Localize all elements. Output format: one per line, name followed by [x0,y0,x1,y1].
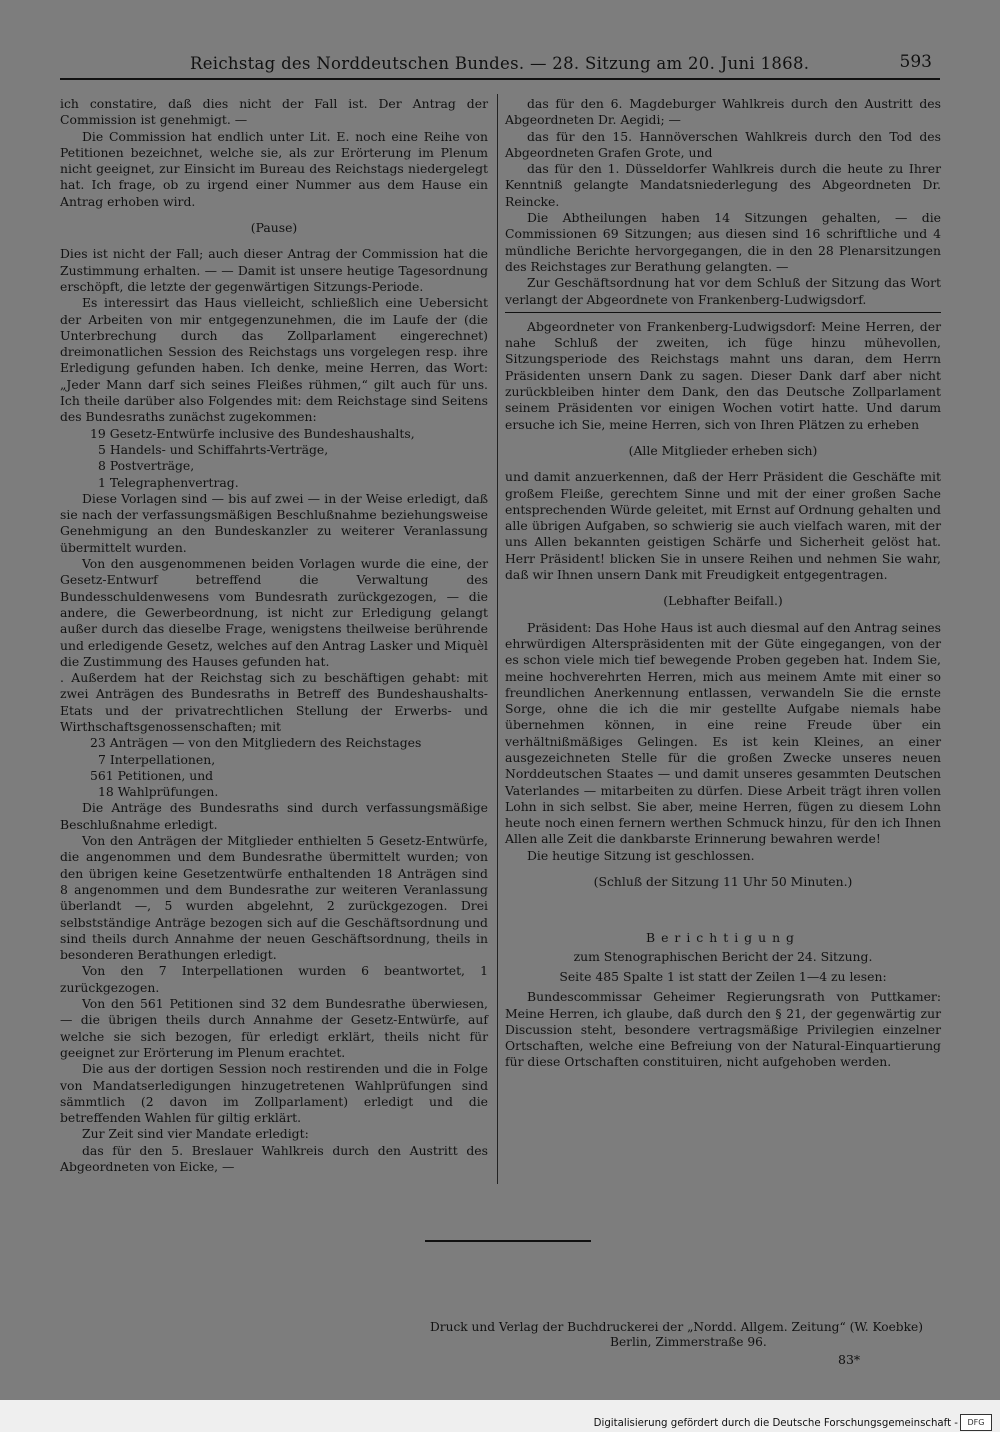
column-divider [497,94,498,1184]
stage-direction: (Lebhafter Beifall.) [663,593,783,609]
correction-instruction: Seite 485 Spalte 1 ist statt der Zeilen 1—4 zu lesen: [559,968,887,984]
funding-credit: Digitalisierung gefördert durch die Deutsche Forschungsgemeinschaft - [593,1418,958,1429]
end-rule [425,1240,591,1242]
paragraph: Zur Zeit sind vier Mandate erledigt: [82,1126,309,1142]
paragraph: . Außerdem hat der Reichstag sich zu beschäftigen gehabt: mit zwei Anträgen des Bundesraths in Betreff des Bundeshaushalts-Etats und der privatrechtlichen Stellung der Erwerbs- und Wirthschaftsgenossenschaften; mit [60,670,488,734]
paragraph: das für den 6. Magdeburger Wahlkreis durch den Austritt des Abgeordneten Dr. Aegidi; — [505,96,941,128]
stage-direction: (Pause) [250,220,298,236]
running-title: Reichstag des Norddeutschen Bundes. — 28. Sitzung am 20. Juni 1868. [190,54,810,73]
list-item: 19 Gesetz-Entwürfe inclusive des Bundeshaushalts, [90,425,415,441]
paragraph: Von den ausgenommenen beiden Vorlagen wurde die eine, der Gesetz-Entwurf betreffend die Verwaltung des Bundesschuldenwesens vom Bundesrath zurückgezogen, — die andere, die Gewerbeordnung, ist nicht zur Erledigung gelangt außer durch das dieselbe Frage, wenigstens theilweise berührende und erledigende Gesetz, welches auf den Antrag Lasker und Miquèl die Zustimmung des Hauses gefunden hat. [60,556,489,669]
list-item: 561 Petitionen, und [90,767,214,783]
paragraph: Es interessirt das Haus vielleicht, schließlich eine Uebersicht der Arbeiten von mir entgegenzunehmen, die im Laufe der (die Unterbrechung durch das Zollparlament eingerechnet) dreimonatlichen Session des Reichstags uns vorgelegen resp. ihre Erledigung gefunden haben. Ich denke, meine Herren, das Wort: „Jeder Mann darf sich seines Fleißes rühmen,“ gilt auch für uns. Ich theile darüber also Folgendes mit: dem Reichstage sind Seitens des Bundesraths zunächst zugekommen: [60,295,488,425]
imprint [430,1320,950,1350]
paragraph: Von den Anträgen der Mitglieder enthielten 5 Gesetz-Entwürfe, die angenommen und dem Bundesrathe übermittelt wurden; von den übrigen keine Gesetzentwürfe enthaltenden 18 Anträgen sind 8 angenommen und dem Bundesrathe zur weiteren Veranlassung überlandt —, 5 wurden abgelehnt, 2 zurückgezogen. Drei selbstständige Anträge bezogen sich auf die Geschäftsordnung und sind theils durch Annahme der neuen Geschäftsordnung, theils in besonderen Berathungen erledigt. [60,833,488,963]
speech-frankenberg: Abgeordneter von Frankenberg-Ludwigsdorf: Meine Herren, der nahe Schluß der zweiten, ich füge hinzu mühevollen, Sitzungsperiode des Reichstags mahnt uns daran, dem Herrn Präsidenten unsern Dank zu sagen. Dieser Dank darf aber nicht zurückbleiben hinter dem Dank, den das Deutsche Zollparlament seinem Präsidenten vor einigen Wochen votirt hatte. Und darum ersuche ich Sie, meine Herren, sich von Ihren Plätzen zu erheben [505,312,941,433]
paragraph: Die Commission hat endlich unter Lit. E. noch eine Reihe von Petitionen bezeichnet, welche sie, als zur Erörterung im Plenum nicht geeignet, zur Einsicht im Bureau des Reichstags niedergelegt hat. Ich frage, ob zu irgend einer Nummer aus dem Hause ein Antrag erhoben wird. [60,128,488,209]
list-item: 18 Wahlprüfungen. [98,784,219,800]
paragraph: Die Anträge des Bundesraths sind durch verfassungsmäßige Beschlußnahme erledigt. [60,800,488,832]
page-number: 593 [899,52,932,72]
left-column [60,96,488,1175]
correction-subheading: zum Stenographischen Bericht der 24. Sitzung. [573,948,873,964]
paragraph: und damit anzuerkennen, daß der Herr Präsident die Geschäfte mit großem Fleiße, gerechtem Sinne und mit der einer großen Sache entsprechenden Würde geleitet, mit Ernst auf Ordnung gehalten und alle übrigen Aufgaben, so schwierig sie auch vielfach waren, mit der uns Allen bekannten geistigen Schärfe und Sicherheit gelöst hat. Herr Präsident! blicken Sie in unsere Reihen und nehmen Sie wahr, daß wir Ihnen unsern Dank mit Freudigkeit entgegentragen. [505,469,941,583]
imprint-publisher: Druck und Verlag der Buchdruckerei der „Nordd. Allgem. Zeitung“ (W. Koebke) [430,1320,923,1334]
session-close: (Schluß der Sitzung 11 Uhr 50 Minuten.) [593,874,853,890]
paragraph: das für den 5. Breslauer Wahlkreis durch den Austritt des Abgeordneten von Eicke, — [60,1142,488,1174]
correction-heading: Berichtigung [645,930,800,946]
paragraph: das für den 15. Hannöverschen Wahlkreis durch den Tod des Abgeordneten Grafen Grote, und [505,128,941,160]
correction-text: Bundescommissar Geheimer Regierungsrath von Puttkamer: Meine Herren, ich glaube, daß durch den § 21, der gegenwärtig zur Discussion steht, besondere vertragsmäßige Privilegien einzelner Ortschaften, welche eine Befreiung von der Natural-Einquartierung für diese Ortschaften constituiren, nicht aufgehoben werden. [505,989,941,1070]
list-item: 1 Telegraphenvertrag. [98,474,239,490]
sheet-signature: 83* [838,1352,861,1367]
stage-direction: (Alle Mitglieder erheben sich) [628,442,818,458]
paragraph: Zur Geschäftsordnung hat vor dem Schluß der Sitzung das Wort verlangt der Abgeordnete von Frankenberg-Ludwigsdorf. [505,275,941,307]
dfg-logo-icon: DFG [960,1414,992,1431]
imprint-address: Berlin, Zimmerstraße 96. [610,1335,767,1349]
speech-president: Präsident: Das Hohe Haus ist auch diesmal auf den Antrag seines ehrwürdigen Alterspräsidenten mit der Güte eingegangen, von der es schon viele mich tief bewegende Proben gegeben hat. Indem Sie, meine hochverehrten Herren, mich aus meinem Amte mit einer so freundlichen Anerkennung entlassen, verwandeln Sie die ernste Sorge, ohne die ich die mir gestellte Aufgabe niemals habe übernehmen können, in eine reine Freude über ein verhältnißmäßiges Gelingen. Es ist kein Kleines, an einer ausgezeichneten Stelle für die großen Zwecke unseres neuen Norddeutschen Staates — und damit unseres gesammten Deutschen Vaterlandes — mitarbeiten zu dürfen. Diese Arbeit trägt ihren vollen Lohn in sich selbst. Sie aber, meine Herren, fügen zu diesem Lohn heute noch einen fernern werthen Schmuck hinzu, für den ich Ihnen Allen alle Zeit die dankbarste Erinnerung bewahren werde! [505,619,941,847]
list-item: 23 Anträgen — von den Mitgliedern des Reichstages [90,735,422,751]
paragraph: ich constatire, daß dies nicht der Fall ist. Der Antrag der Commission ist genehmigt. — [60,96,488,128]
paragraph: Dies ist nicht der Fall; auch dieser Antrag der Commission hat die Zustimmung erhalten. — — Damit ist unsere heutige Tagesordnung erschöpft, die letzte der gegenwärtigen Sitzungs-Periode. [60,246,488,294]
paragraph: Von den 561 Petitionen sind 32 dem Bundesrathe überwiesen, — die übrigen theils durch Annahme der Gesetz-Entwürfe, auf welche sie sich bezogen, für erledigt erklärt, theils nicht für geeignet zur Erörterung im Plenum erachtet. [60,996,488,1060]
paragraph: das für den 1. Düsseldorfer Wahlkreis durch die heute zu Ihrer Kenntniß gelangte Mandatsniederlegung des Abgeordneten Dr. Reincke. [505,161,941,209]
list-item: 5 Handels- und Schiffahrts-Verträge, [98,441,329,457]
paragraph: Diese Vorlagen sind — bis auf zwei — in der Weise erledigt, daß sie nach der verfassungsmäßigen Beschlußnahme beziehungsweise Genehmigung an den Bundeskanzler zu weiterer Veranlassung übermittelt wurden. [60,490,488,555]
paragraph: Von den 7 Interpellationen wurden 6 beantwortet, 1 zurückgezogen. [60,963,488,995]
paragraph: Die heutige Sitzung ist geschlossen. [527,847,755,863]
list-item: 7 Interpellationen, [98,751,216,767]
list-item: 8 Postverträge, [98,458,195,474]
page-header [60,52,940,80]
paragraph: Die aus der dortigen Session noch restirenden und die in Folge von Mandatserledigungen hinzugetretenen Wahlprüfungen sind sämmtlich (2 davon im Zollparlament) erledigt und die betreffenden Wahlen für giltig erklärt. [60,1061,488,1126]
paragraph: Die Abtheilungen haben 14 Sitzungen gehalten, — die Commissionen 69 Sitzungen; aus diesen sind 16 schriftliche und 4 mündliche Berichte hervorgegangen, die in den 28 Plenarsitzungen des Reichstages zur Berathung gelangten. — [505,210,941,274]
right-column [505,96,941,1071]
